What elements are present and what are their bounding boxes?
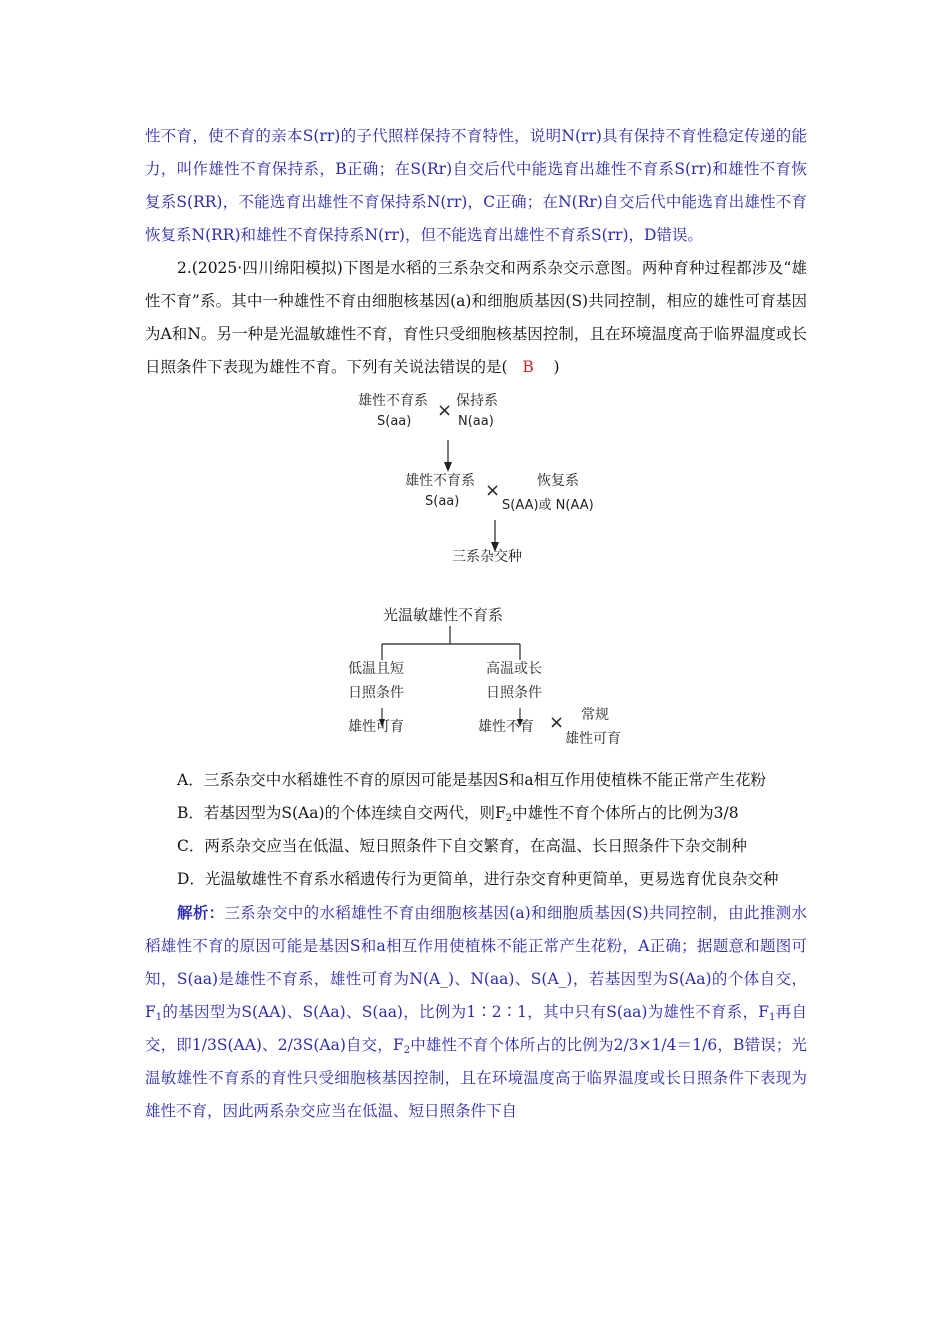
question-stem-end: ) [553,358,560,376]
sterile-genotype-2: S(aa) [425,494,460,509]
sterile-genotype: S(aa) [377,414,412,429]
breeding-diagram [145,386,807,764]
normal-label-1: 常规 [581,707,609,723]
left-result: 雄性可育 [348,719,404,735]
analysis-sub-1: 1 [155,1012,163,1023]
maintainer-genotype: N(aa) [458,414,494,429]
option-b [145,797,807,830]
right-result: 雄性不育 [478,719,534,735]
option-c: C．两系杂交应当在低温、短日照条件下自交繁育，在高温、长日照条件下杂交制种 [177,837,747,855]
right-condition-2: 日照条件 [486,685,542,701]
option-b-text: B．若基因型为S(Aa)的个体连续自交两代，则F [177,804,506,822]
analysis-part-4: 中雄性不育个体所占的比例为2/3×1/4＝1/6，B错误；光温敏雄性不育系的育性只受细胞核基因控制，且在环境温度高于临界温度或长日照条件下表现为雄性不育，因此两系杂交应当在低温、短日照条件下自 [145,1036,807,1120]
sterile-line-label: 雄性不育系 [358,393,428,409]
two-line-title: 光温敏雄性不育系 [383,606,504,624]
analysis-sub-3: 2 [403,1045,411,1056]
left-condition-2: 日照条件 [348,685,404,701]
sterile-line-label-2: 雄性不育系 [405,473,475,489]
analysis-part-1: 三系杂交中的水稻雄性不育由细胞核基因(a)和细胞质基因(S)共同控制，由此推测水稻雄性不育的原因可能是基因S和a相互作用使植株不能正常产生花粉，A正确；据题意和题图可知，S(aa)是雄性不育系，雄性可育为N(A_)、N(aa)、S(A_)，若基因型为S(Aa)的个体自交，F [145,904,807,1021]
analysis-part-2: 的基因型为S(AA)、S(Aa)、S(aa)，比例为1∶2∶1，其中只有S(aa)为雄性不育系，F [162,1003,770,1021]
option-b-text-end: 中雄性不育个体所占的比例为3/8 [512,804,739,822]
option-d: D．光温敏雄性不育系水稻遗传行为更简单，进行杂交育种更简单，更易选育优良杂交种 [177,870,779,888]
page-content [145,120,807,1128]
cross-symbol-3: × [549,712,565,733]
question-stem-text: 2.(2025·四川绵阳模拟)下图是水稻的三系杂交和两系杂交示意图。两种育种过程都涉及“雄性不育”系。其中一种雄性不育由细胞核基因(a)和细胞质基因(S)共同控制，相应的雄性可育基因为A和N。另一种是光温敏雄性不育，育性只受细胞核基因控制，且在环境温度高于临界温度或长日照条件下表现为雄性不育。下列有关说法错误的是( [145,259,807,376]
restorer-label: 恢复系 [537,473,579,489]
three-line-hybrid: 三系杂交种 [452,549,522,565]
analysis [145,896,807,1128]
right-condition-1: 高温或长 [486,661,542,677]
normal-label-2: 雄性可育 [565,731,621,747]
left-condition-1: 低温且短 [348,661,404,677]
option-a: A．三系杂交中水稻雄性不育的原因可能是基因S和a相互作用使植株不能正常产生花粉 [177,771,767,789]
option-b-sub: 2 [505,813,513,824]
analysis-sub-2: 1 [769,1012,776,1023]
answer-letter: B [522,358,534,376]
analysis-part-3: 再自交，即1/3S(AA)、2/3S(Aa)自交，F [145,1003,807,1054]
restorer-genotype: S(AA)或 N(AA) [502,498,594,513]
previous-explanation: 性不育，使不育的亲本S(rr)的子代照样保持不育特性，说明N(rr)具有保持不育性稳定传递的能力，叫作雄性不育保持系，B正确；在S(Rr)自交后代中能选育出雄性不育系S(rr)和雄性不育恢复系S(RR)，不能选育出雄性不育保持系N(rr)，C正确；在N(Rr)自交后代中能选育出雄性不育恢复系N(RR)和雄性不育保持系N(rr)，但不能选育出雄性不育系S(rr)，D错误。 [145,127,807,244]
cross-symbol-2: × [485,480,501,501]
diagram-lines [145,386,807,764]
cross-symbol-1: × [437,400,453,421]
maintainer-label: 保持系 [456,393,498,409]
question-stem [145,252,807,384]
analysis-label: 解析： [177,903,225,922]
